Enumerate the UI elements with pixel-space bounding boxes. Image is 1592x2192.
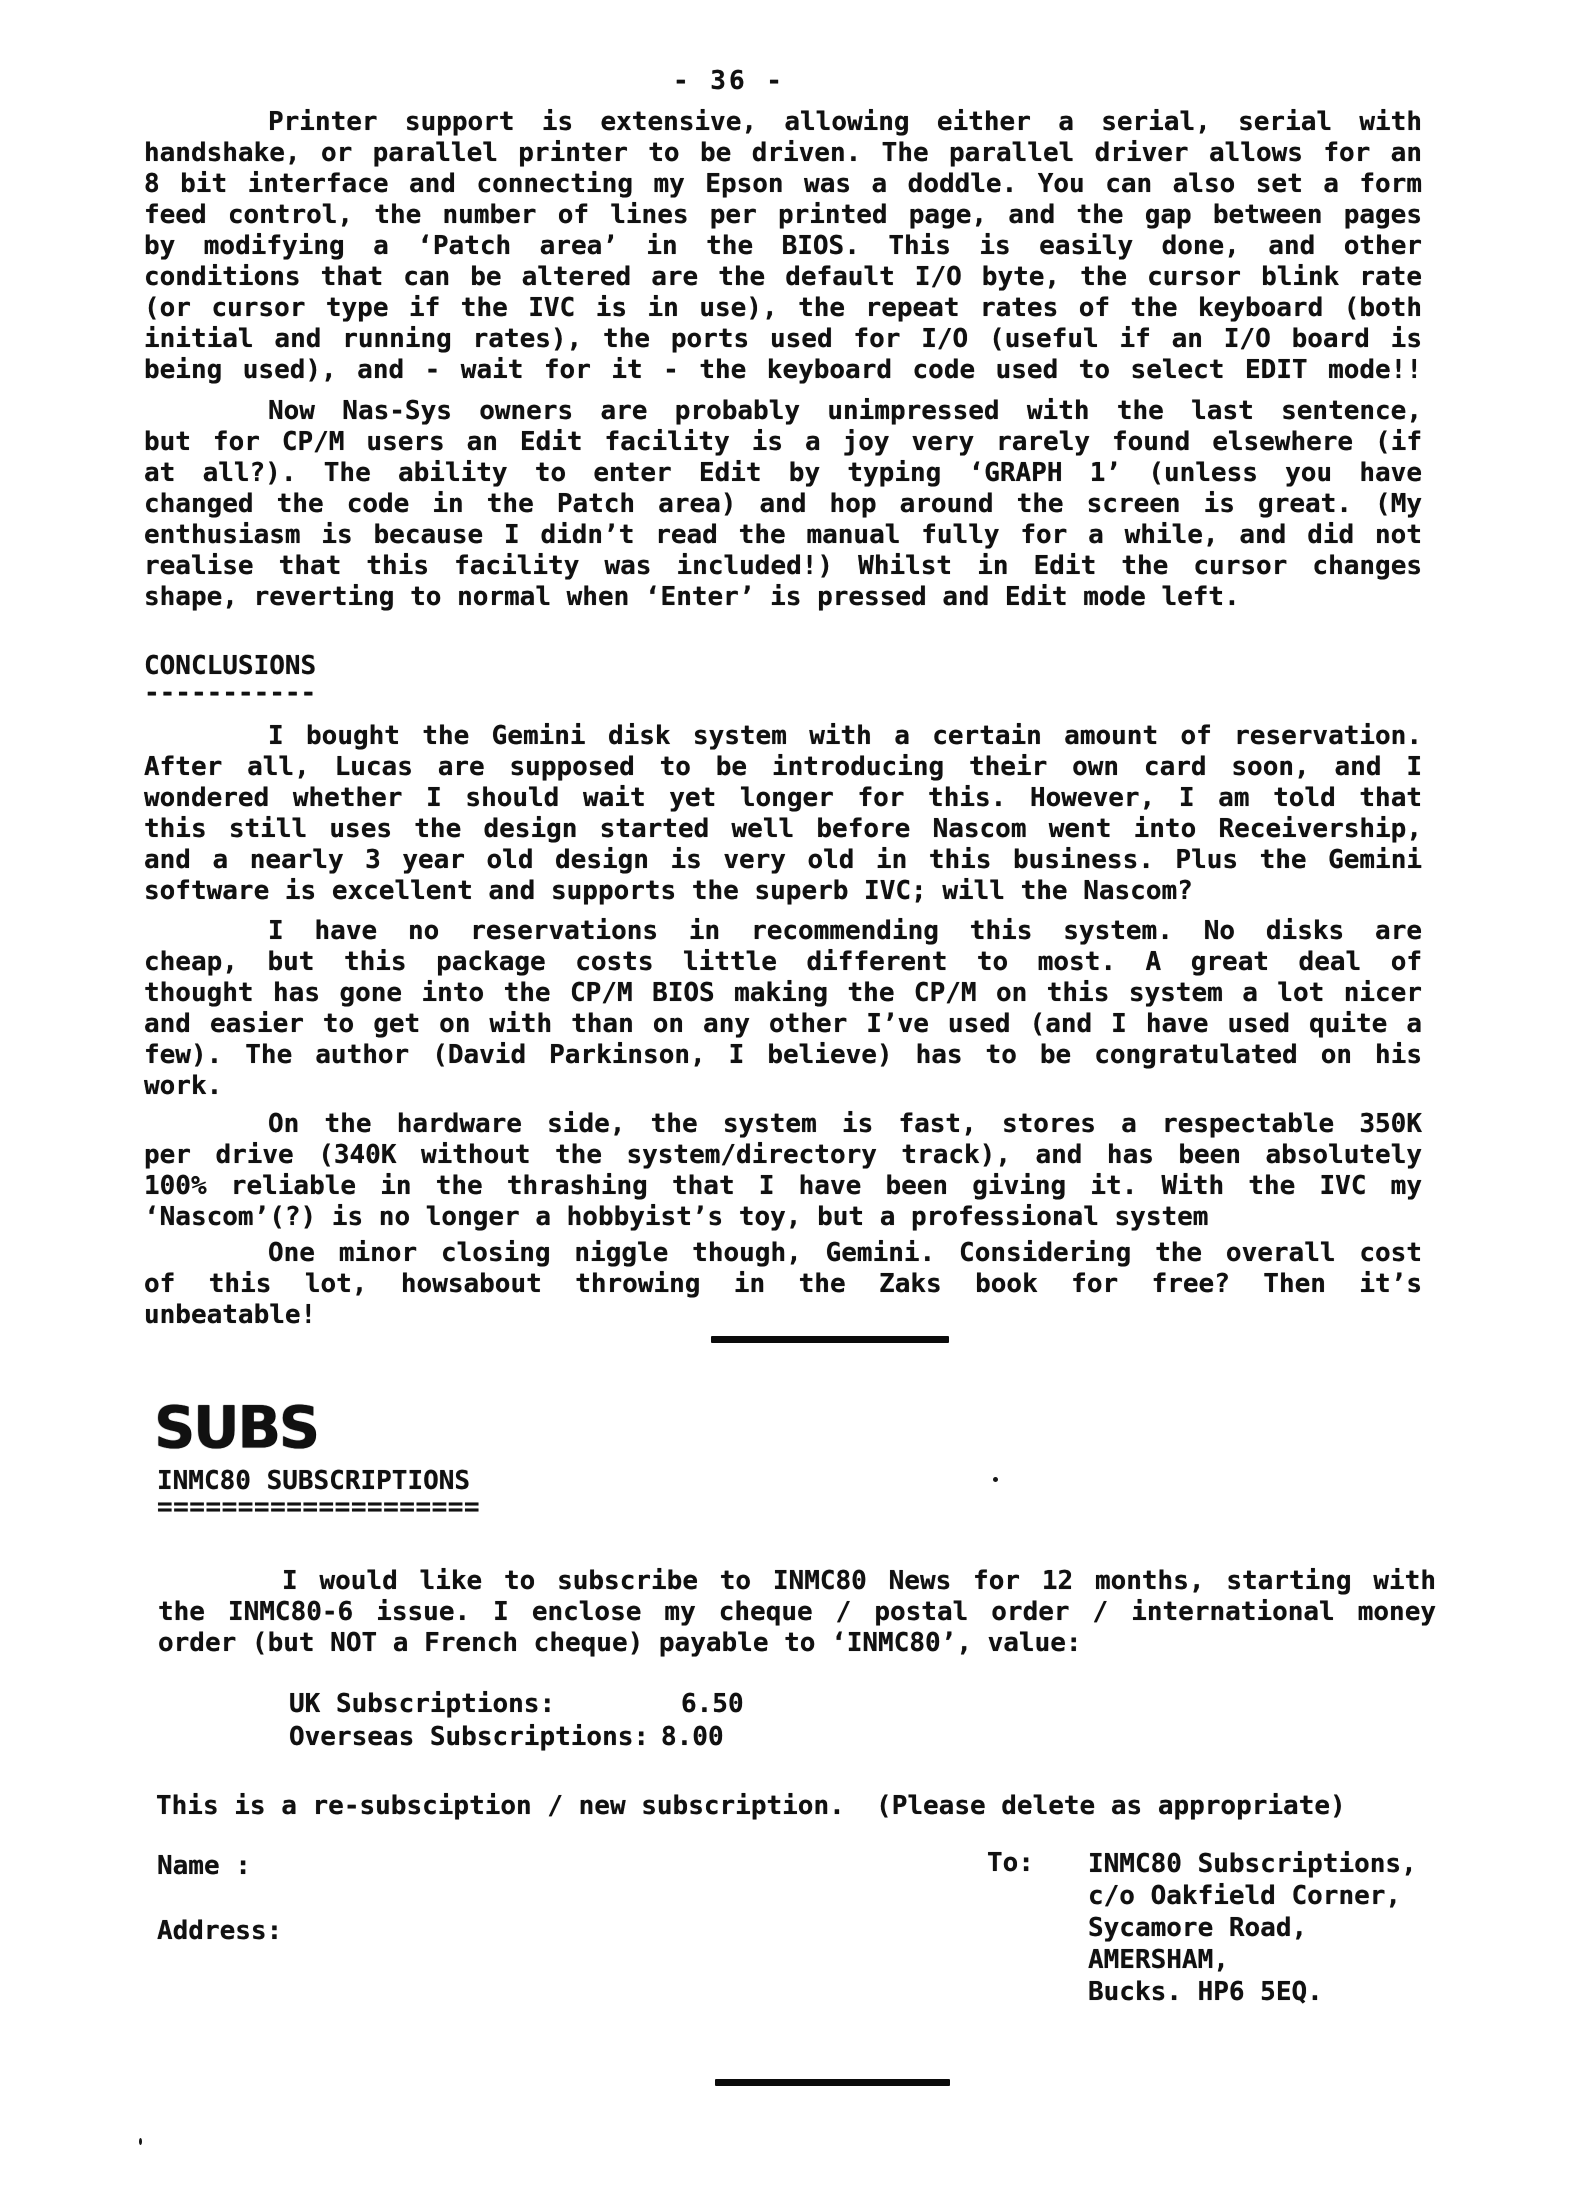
page-number: - 36 - (673, 66, 785, 96)
text-line: software is excellent and supports the superb IVC; will the Nascom? (144, 876, 1193, 906)
text-line: being used), and - wait for it - the keyboard code used to select EDIT mode!! (144, 355, 1422, 385)
text-line: cheap, but this package costs little different to most. A great deal of (144, 947, 1422, 977)
text-line: by modifying a ‘Patch area’ in the BIOS. This is easily done, and other (144, 231, 1422, 261)
text-line: On the hardware side, the system is fast, stores a respectable 350K (268, 1109, 1422, 1139)
address-label: Address: (157, 1916, 283, 1946)
text-line: After all, Lucas are supposed to be introducing their own card soon, and I (144, 752, 1422, 782)
subs-heading: SUBS (154, 1394, 318, 1462)
para-conclusions-niggle (144, 1238, 1422, 1331)
text-line: (or cursor type if the IVC is in use), the repeat rates of the keyboard (both (144, 293, 1422, 323)
text-line: ‘Nascom’(?) is no longer a hobbyist’s toy, but a professional system (144, 1202, 1209, 1232)
to-label: To: (987, 1848, 1034, 1878)
overseas-subscription-label: Overseas Subscriptions: (289, 1722, 650, 1752)
text-line: and easier to get on with than on any other I’ve used (and I have used quite a (144, 1009, 1422, 1039)
subs-intro-paragraph (158, 1566, 1436, 1659)
text-line: 8 bit interface and connecting my Epson was a doddle. You can also set a form (144, 169, 1422, 199)
scan-speck (993, 1477, 998, 1482)
text-line: thought has gone into the CP/M BIOS making the CP/M on this system a lot nicer (144, 978, 1422, 1008)
para-conclusions-recommendation (144, 916, 1422, 1102)
text-line: feed control, the number of lines per printed page, and the gap between pages (144, 200, 1422, 230)
para-printer-support (144, 107, 1422, 386)
text-line: shape, reverting to normal when ‘Enter’ is pressed and Edit mode left. (144, 582, 1240, 612)
subs-title-underline: ==================== (157, 1492, 481, 1522)
text-line: Bucks. HP6 5EQ. (1088, 1977, 1323, 2007)
text-line: enthusiasm is because I didn’t read the manual fully for a while, and did not (144, 520, 1422, 550)
conclusions-heading: CONCLUSIONS (144, 651, 317, 681)
text-line: of this lot, howsabout throwing in the Zaks book for free? Then it’s (144, 1269, 1422, 1299)
text-line: per drive (340K without the system/directory track), and has been absolutely (144, 1140, 1422, 1170)
uk-subscription-label: UK Subscriptions: (289, 1689, 556, 1719)
text-line: conditions that can be altered are the default I/O byte, the cursor blink rate (144, 262, 1422, 292)
para-edit-facility (144, 396, 1422, 613)
scan-speck (139, 2138, 142, 2145)
text-line: order (but NOT a French cheque) payable to ‘INMC80’, value: (158, 1628, 1082, 1658)
text-line: I bought the Gemini disk system with a certain amount of reservation. (268, 721, 1422, 751)
text-line: changed the code in the Patch area) and hop around the screen is great. (My (144, 489, 1422, 519)
text-line: INMC80 Subscriptions, (1088, 1849, 1417, 1879)
text-line: but for CP/M users an Edit facility is a joy very rarely found elsewhere (if (144, 427, 1422, 457)
para-conclusions-hardware (144, 1109, 1422, 1233)
text-line: realise that this facility was included!) Whilst in Edit the cursor changes (144, 551, 1422, 581)
text-line: 100% reliable in the thrashing that I have been giving it. With the IVC my (144, 1171, 1422, 1201)
conclusions-underline: ----------- (144, 678, 317, 708)
text-line: c/o Oakfield Corner, (1088, 1881, 1402, 1911)
text-line: One minor closing niggle though, Gemini. Considering the overall cost (268, 1238, 1422, 1268)
section-divider-top (711, 1336, 949, 1343)
text-line: AMERSHAM, (1088, 1945, 1229, 1975)
text-line: work. (144, 1071, 223, 1101)
para-conclusions-reservation (144, 721, 1422, 907)
resubscription-note: This is a re-subsciption / new subscription. (Please delete as appropriate) (156, 1791, 1346, 1821)
text-line: the INMC80-6 issue. I enclose my cheque / postal order / international money (158, 1597, 1436, 1627)
uk-subscription-value: 6.50 (681, 1689, 744, 1719)
section-divider-bottom (715, 2079, 950, 2086)
text-line: handshake, or parallel printer to be driven. The parallel driver allows for an (144, 138, 1422, 168)
postal-address (1088, 1848, 1417, 2008)
subs-section-title: INMC80 SUBSCRIPTIONS (157, 1466, 471, 1496)
text-line: Now Nas-Sys owners are probably unimpressed with the last sentence, (268, 396, 1422, 426)
text-line: initial and running rates), the ports used for I/O (useful if an I/O board is (144, 324, 1422, 354)
overseas-subscription-value: 8.00 (661, 1722, 724, 1752)
text-line: wondered whether I should wait yet longer for this. However, I am told that (144, 783, 1422, 813)
text-line: Sycamore Road, (1088, 1913, 1308, 1943)
text-line: few). The author (David Parkinson, I believe) has to be congratulated on his (144, 1040, 1422, 1070)
text-line: unbeatable! (144, 1300, 317, 1330)
text-line: I would like to subscribe to INMC80 News for 12 months, starting with (282, 1566, 1436, 1596)
text-line: this still uses the design started well before Nascom went into Receivership, (144, 814, 1422, 844)
text-line: and a nearly 3 year old design is very old in this business. Plus the Gemini (144, 845, 1422, 875)
text-line: at all?). The ability to enter Edit by typing ‘GRAPH 1’ (unless you have (144, 458, 1422, 488)
text-line: I have no reservations in recommending this system. No disks are (268, 916, 1422, 946)
text-line: Printer support is extensive, allowing either a serial, serial with (268, 107, 1422, 137)
name-label: Name : (157, 1851, 251, 1881)
